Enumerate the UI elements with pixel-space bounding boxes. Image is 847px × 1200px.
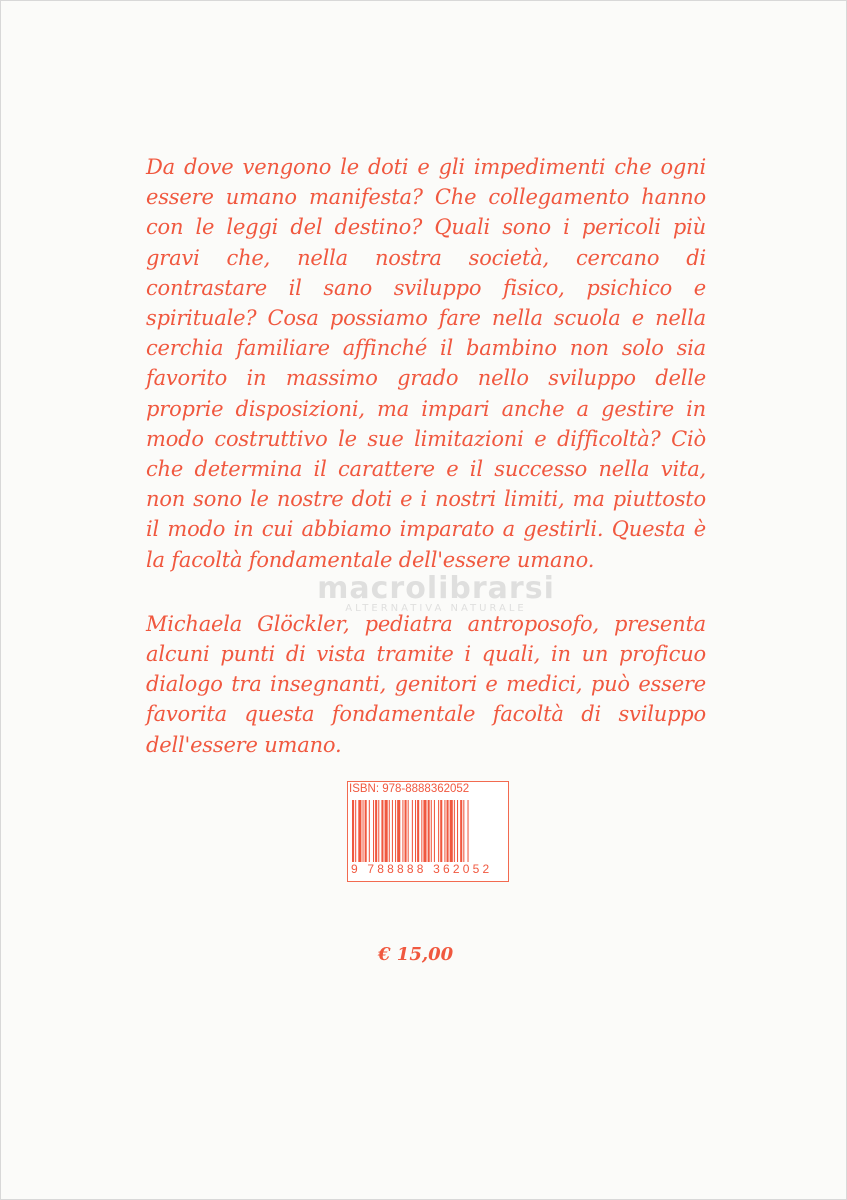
barcode-icon: [352, 800, 506, 862]
barcode-bar: [468, 800, 469, 862]
barcode-bar: [440, 800, 442, 862]
barcode-digits: 9 788888 362052: [351, 862, 493, 876]
barcode-bar: [355, 800, 356, 862]
barcode-bar: [392, 800, 393, 862]
barcode-bar: [444, 800, 445, 862]
barcode-bar: [460, 800, 462, 862]
barcode-bar: [421, 800, 422, 862]
barcode-bar: [405, 800, 407, 862]
barcode-bar: [417, 800, 419, 862]
barcode-bar: [352, 800, 354, 862]
barcode-bar: [389, 800, 390, 862]
barcode-bar: [423, 800, 426, 862]
back-cover-blurb: [146, 152, 706, 760]
barcode-bar: [450, 800, 453, 862]
barcode-bar: [408, 800, 409, 862]
barcode-bar: [397, 800, 400, 862]
watermark-logo-text: macrolibrarsi: [317, 571, 555, 606]
barcode-bar: [373, 800, 374, 862]
isbn-label: ISBN: 978-8888362052: [349, 783, 470, 795]
barcode-bar: [412, 800, 413, 862]
watermark-tagline: ALTERNATIVA NATURALE: [345, 603, 527, 614]
barcode-bar: [457, 800, 458, 862]
barcode-bar: [463, 800, 464, 862]
barcode-bar: [369, 800, 370, 862]
barcode-bar: [454, 800, 455, 862]
barcode-bar: [365, 800, 367, 862]
barcode-bar: [431, 800, 432, 862]
barcode-bar: [358, 800, 361, 862]
barcode-bar: [375, 800, 377, 862]
barcode-bar: [381, 800, 383, 862]
blurb-paragraph-1: Da dove vengono le doti e gli impedimenti che ogni essere umano manifesta? Che collegamento hanno con le leggi del destino? Quali sono i pericoli più gravi che, nella nostra società, cercano di contrastare il sano sviluppo fisico, psichico e spirituale? Cosa possiamo fare nella scuola e nella cerchia familiare affinché il bambino non solo sia favorito in massimo grado nello sviluppo delle proprie disposizioni, ma impari anche a gestire in modo costruttivo le sue limitazioni e difficoltà? Ciò che determina il carattere e il successo nella vita, non sono le nostre doti e i nostri limiti, ma piuttosto il modo in cui abbiamo imparato a gestirli. Questa è la facoltà fondamentale dell'essere umano.: [146, 155, 706, 572]
barcode-bar: [378, 800, 379, 862]
barcode-bar: [363, 800, 364, 862]
blurb-paragraph-2: Michaela Glöckler, pediatra antroposofo, presenta alcuni punti di vista tramite i quali, in un proficuo dialogo tra insegnanti, genitori e medici, può essere favorita questa fondamentale facoltà di sviluppo dell'essere umano.: [146, 611, 706, 757]
barcode-bar: [447, 800, 449, 862]
barcode-bar: [438, 800, 439, 862]
barcode-bar: [395, 800, 396, 862]
barcode-bar: [415, 800, 416, 862]
barcode-bar: [434, 800, 435, 862]
barcode-bar: [385, 800, 388, 862]
barcode-bar: [428, 800, 430, 862]
price-label: € 15,00: [378, 944, 454, 965]
barcode-bar: [402, 800, 403, 862]
